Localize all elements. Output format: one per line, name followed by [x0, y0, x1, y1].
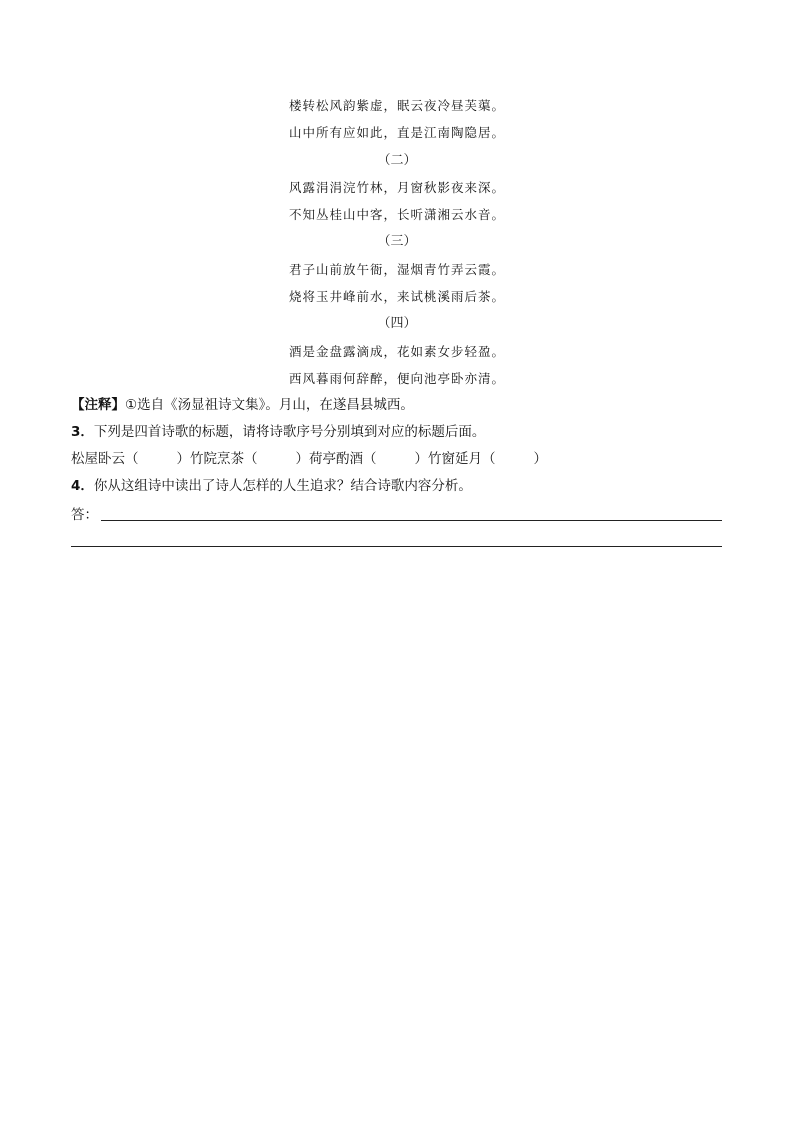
poem-line: 西风暮雨何辞醉，便向池亭卧亦清。 [288, 370, 505, 386]
title-item: 竹院烹茶（ ） [190, 451, 309, 467]
note-label: 【注释】 [71, 397, 125, 413]
title-item: 松屋卧云（ ） [71, 451, 190, 467]
poem-line: 楼转松风韵紫虚，眠云夜冷昼芙蕖。 [288, 98, 505, 113]
question-text: 你从这组诗中读出了诗人怎样的人生追求？结合诗歌内容分析。 [93, 478, 472, 494]
title-item: 竹窗延月（ ） [428, 451, 547, 467]
question-number: 3． [71, 424, 94, 440]
title-label: 荷亭酌酒 [309, 451, 363, 467]
poem-line: 君子山前放午衙，湿烟青竹弄云霞。 [288, 261, 505, 277]
answer-line[interactable] [71, 546, 722, 547]
question-3-fill-blanks [71, 449, 723, 469]
question-number: 4． [71, 478, 94, 494]
question-4 [71, 476, 723, 496]
title-item: 荷亭酌酒（ ） [309, 451, 428, 467]
question-text: 下列是四首诗歌的标题，请将诗歌序号分别填到对应的标题后面。 [93, 424, 486, 440]
poem-section-number: （四） [377, 316, 417, 332]
poem-line: 山中所有应如此，直是江南陶隐居。 [288, 125, 505, 141]
title-label: 竹院烹茶 [190, 451, 244, 467]
poem-block [0, 92, 794, 392]
annotation-note [71, 395, 723, 415]
answer-line[interactable] [101, 520, 722, 521]
title-label: 松屋卧云 [71, 451, 125, 467]
note-text: ①选自《汤显祖诗文集》。月山，在遂昌县城西。 [125, 397, 414, 413]
poem-line: 烧将玉井峰前水，来试桃溪雨后茶。 [288, 289, 505, 305]
poem-line: 酒是金盘露滴成，花如素女步轻盈。 [288, 343, 505, 359]
title-label: 竹窗延月 [428, 451, 482, 467]
poem-section-number: （三） [377, 234, 417, 250]
poem-line: 不知丛桂山中客，长听潇湘云水音。 [288, 207, 505, 223]
answer-label: 答： [71, 507, 98, 523]
poem-section-number: （二） [377, 152, 417, 168]
poem-line: 风露涓涓浣竹林，月窗秋影夜来深。 [288, 179, 505, 195]
question-3 [71, 422, 723, 442]
